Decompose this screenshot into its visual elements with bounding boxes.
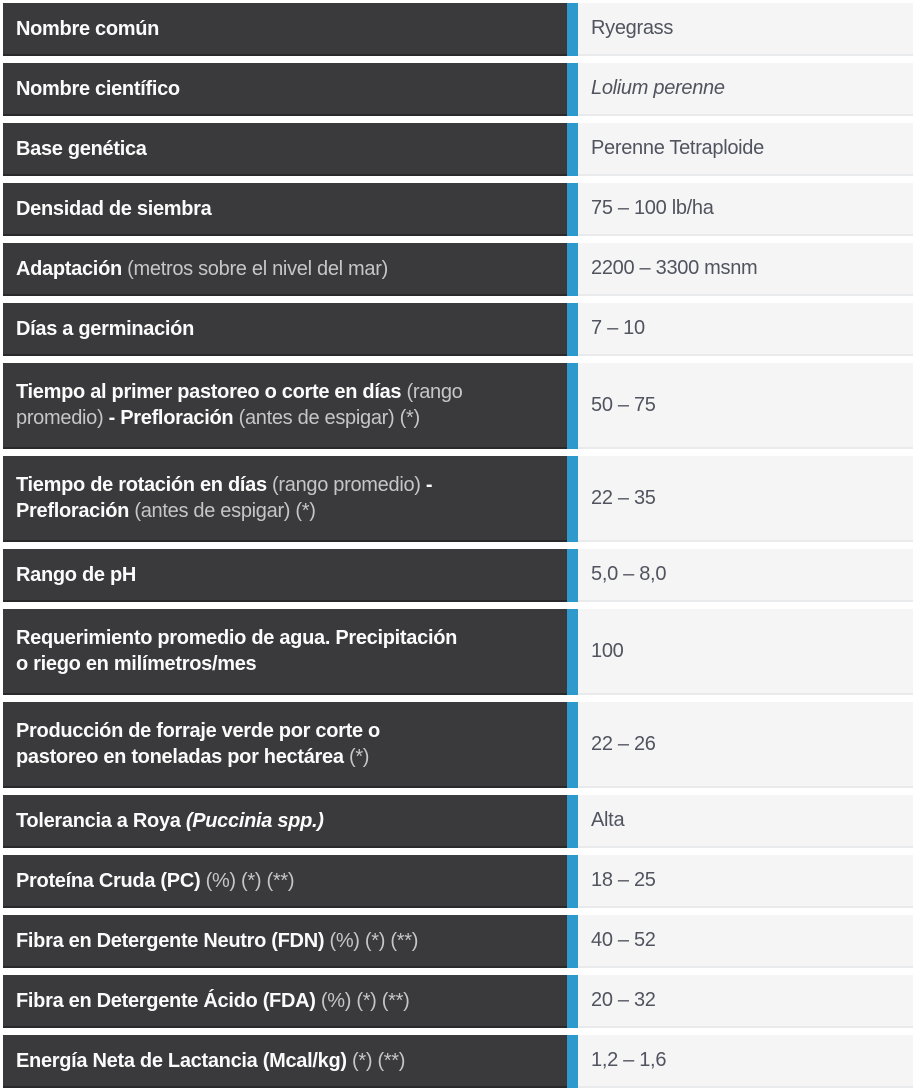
table-row-energia-neta-lactancia [3,1035,913,1088]
row-value-cell [578,609,913,695]
label-segment: Tiempo de rotación en días [16,474,273,496]
table-row-nombre-cientifico [3,63,913,116]
table-row-base-genetica [3,123,913,176]
label-segment: Fibra en Detergente Neutro (FDN) [16,929,330,952]
row-value-text: 22 – 35 [591,486,656,509]
table-row-produccion-de-forraje [3,702,913,788]
label-segment: (*) [348,746,370,768]
table-row-tiempo-de-rotacion [3,456,913,542]
row-value-cell [578,243,913,296]
row-value-cell [578,795,913,848]
row-label-text [16,988,409,1014]
row-value-cell [578,63,913,116]
row-value-cell [578,183,913,236]
row-value-text: Ryegrass [591,17,674,39]
accent-stripe [567,549,578,602]
row-label-text [16,868,294,894]
label-segment: Días a germinación [16,317,194,340]
row-value-cell [578,123,913,176]
row-label-cell [3,123,567,176]
row-label-cell [3,1035,567,1088]
table-row-densidad-de-siembra [3,183,913,236]
row-label-cell [3,975,567,1028]
row-label-cell [3,609,567,695]
label-segment: o riego en milímetros/mes [16,653,257,675]
row-value-text: 22 – 26 [591,732,656,755]
table-row-nombre-comun [3,3,913,56]
row-label-cell [3,303,567,356]
row-label-cell [3,702,567,788]
row-value-text: Lolium perenne [591,77,725,99]
row-label-text [16,16,159,42]
row-value-cell [578,3,913,56]
accent-stripe [567,1035,578,1088]
label-segment: (metros sobre el nivel del mar) [127,257,388,280]
row-value-text: 1,2 – 1,6 [591,1049,667,1071]
row-label-cell [3,63,567,116]
table-row-tiempo-primer-pastoreo [3,363,913,449]
label-segment: Adaptación [16,257,128,280]
table-row-tolerancia-a-roya [3,795,913,848]
row-label-text [16,562,136,588]
accent-stripe [567,63,578,116]
row-label-cell [3,3,567,56]
row-label-text [16,472,432,524]
accent-stripe [567,123,578,176]
accent-stripe [567,363,578,449]
row-label-text [16,256,388,282]
label-segment: promedio) [16,407,109,429]
label-segment: (*) (**) [351,1049,406,1072]
accent-stripe [567,303,578,356]
label-segment: Nombre científico [16,77,180,100]
row-label-text [16,196,211,222]
row-label-cell [3,915,567,968]
label-segment: Prefloración [16,500,135,522]
row-value-text: Perenne Tetraploide [591,137,764,159]
accent-stripe [567,609,578,695]
label-segment: (%) (*) (**) [329,929,419,952]
row-value-text: 40 – 52 [591,929,656,951]
row-label-cell [3,183,567,236]
table-row-proteina-cruda [3,855,913,908]
accent-stripe [567,915,578,968]
row-value-cell [578,303,913,356]
label-segment: Densidad de siembra [16,197,212,220]
accent-stripe [567,795,578,848]
row-value-text: 100 [591,639,624,662]
label-segment: - Prefloración [108,407,239,429]
row-label-text [16,928,418,954]
row-value-cell [578,975,913,1028]
row-value-text: 75 – 100 lb/ha [591,197,714,219]
label-segment: Energía Neta de Lactancia (Mcal/kg) [16,1049,352,1072]
accent-stripe [567,3,578,56]
row-value-text: 20 – 32 [591,989,656,1011]
table-row-dias-a-germinacion [3,303,913,356]
row-value-cell [578,915,913,968]
label-segment: Tolerancia a Roya [16,809,186,832]
label-segment: pastoreo en toneladas por hectárea [16,746,349,768]
accent-stripe [567,183,578,236]
label-segment: (antes de espigar) (*) [134,500,316,522]
accent-stripe [567,702,578,788]
label-segment: Proteína Cruda (PC) [16,869,206,892]
label-segment: Producción de forraje verde por corte o [16,720,380,742]
row-value-cell [578,855,913,908]
row-label-text [16,76,180,102]
label-segment: (rango promedio) [272,474,426,496]
accent-stripe [567,975,578,1028]
row-value-text: Alta [591,809,625,831]
label-segment: (%) (*) (**) [320,989,410,1012]
label-segment: (Puccinia spp.) [185,809,324,832]
row-value-text: 5,0 – 8,0 [591,563,667,585]
table-row-rango-de-ph [3,549,913,602]
row-label-cell [3,795,567,848]
row-value-text: 7 – 10 [591,317,645,339]
table-row-requerimiento-de-agua [3,609,913,695]
row-label-cell [3,363,567,449]
row-value-cell [578,549,913,602]
accent-stripe [567,243,578,296]
label-segment: Rango de pH [16,563,137,586]
row-value-cell [578,1035,913,1088]
label-segment: (antes de espigar) (*) [238,407,420,429]
label-segment: Nombre común [16,17,160,40]
label-segment: (%) (*) (**) [205,869,295,892]
row-label-text [16,316,194,342]
row-value-cell [578,456,913,542]
label-segment: Fibra en Detergente Ácido (FDA) [16,989,321,1012]
row-value-text: 2200 – 3300 msnm [591,257,758,279]
accent-stripe [567,855,578,908]
row-value-cell [578,702,913,788]
row-label-text [16,1048,405,1074]
row-label-cell [3,243,567,296]
row-label-text [16,625,457,677]
accent-stripe [567,456,578,542]
row-value-text: 50 – 75 [591,393,656,416]
table-row-fibra-detergente-acido [3,975,913,1028]
row-label-cell [3,855,567,908]
label-segment: Tiempo al primer pastoreo o corte en días [16,381,407,403]
row-value-cell [578,363,913,449]
row-label-cell [3,456,567,542]
label-segment: Base genética [16,137,147,160]
table-row-adaptacion [3,243,913,296]
label-segment: - [425,474,433,496]
row-label-cell [3,549,567,602]
table-row-fibra-detergente-neutro [3,915,913,968]
label-segment: Requerimiento promedio de agua. Precipitación [16,627,458,649]
row-label-text [16,808,324,834]
row-value-text: 18 – 25 [591,869,656,891]
row-label-text [16,379,463,431]
row-label-text [16,718,380,770]
label-segment: (rango [406,381,463,403]
row-label-text [16,136,147,162]
